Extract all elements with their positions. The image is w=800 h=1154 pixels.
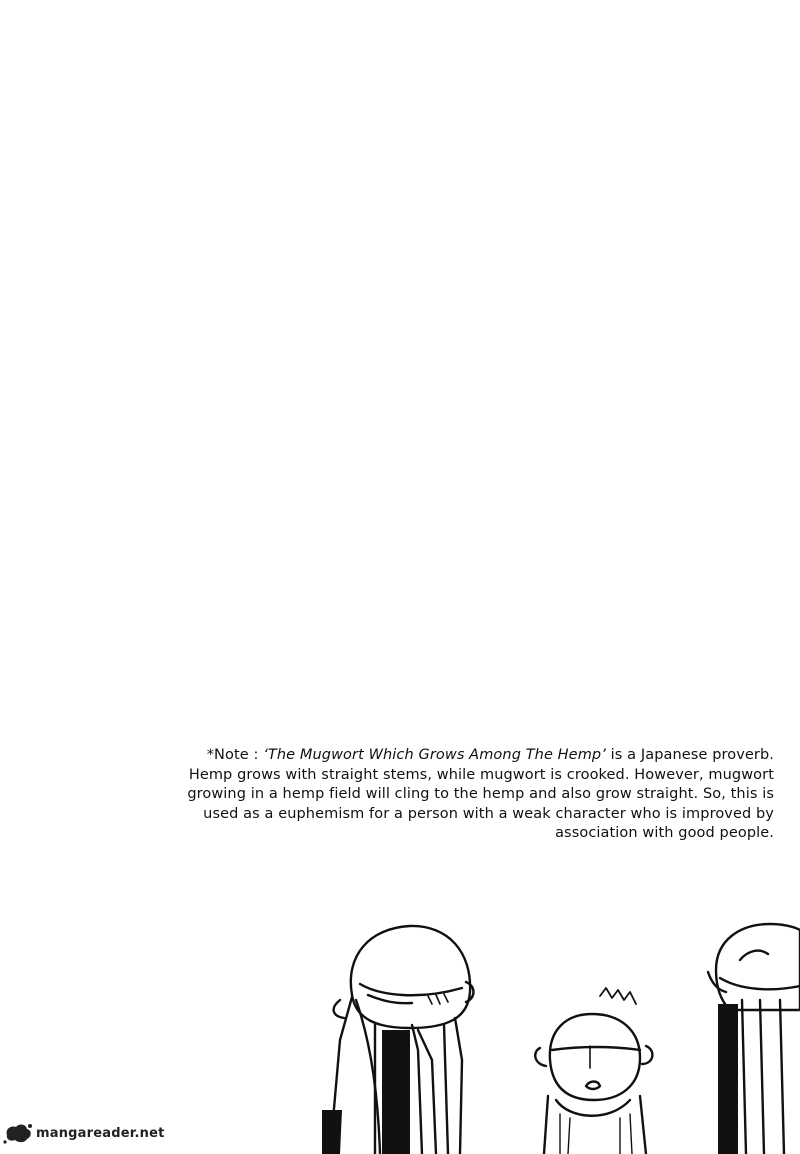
proverb-title: ‘The Mugwort Which Grows Among The Hemp’ bbox=[263, 747, 606, 763]
left-chibi-character bbox=[322, 926, 474, 1154]
right-chibi-character bbox=[708, 924, 800, 1154]
note-line-1 bbox=[154, 746, 774, 766]
note-line-1-rest: is a Japanese proverb. bbox=[605, 747, 774, 763]
note-prefix: *Note : bbox=[206, 747, 264, 763]
site-watermark bbox=[3, 1120, 165, 1146]
middle-chibi-character bbox=[535, 988, 652, 1154]
note-line-3: growing in a hemp field will cling to the hemp and also grow straight. So, this is bbox=[187, 786, 774, 803]
note-line-4: used as a euphemism for a person with a weak character who is improved by bbox=[203, 805, 774, 822]
translation-note bbox=[154, 746, 774, 844]
note-line-2: Hemp grows with straight stems, while mugwort is crooked. However, mugwort bbox=[188, 766, 774, 783]
ink-splat-logo-icon bbox=[3, 1121, 33, 1145]
chibi-characters-illustration bbox=[0, 900, 800, 1154]
watermark-text: mangareader.net bbox=[36, 1125, 165, 1141]
note-line-5: association with good people. bbox=[555, 825, 774, 842]
